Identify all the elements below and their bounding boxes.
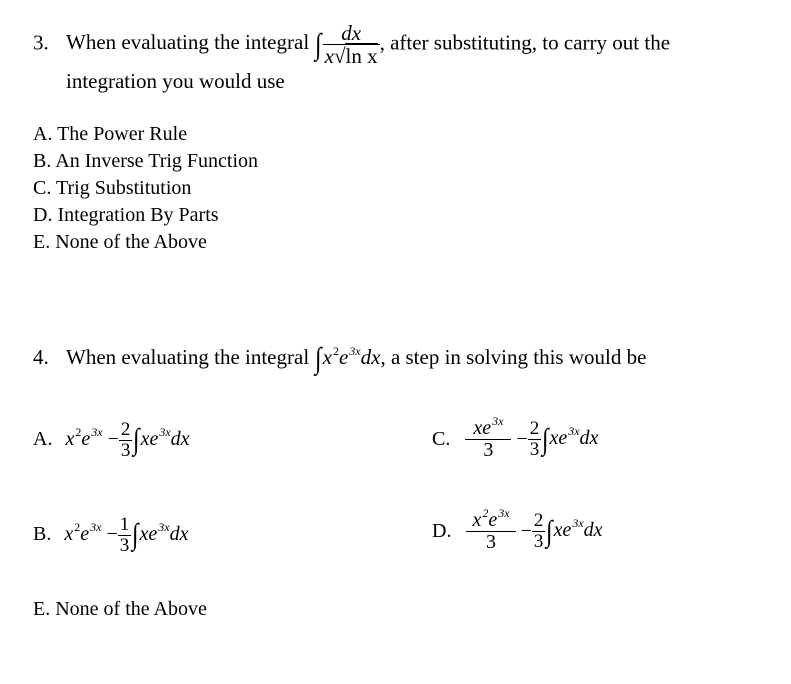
x: x xyxy=(139,523,149,546)
q3-option-e[interactable] xyxy=(33,229,258,256)
e: e xyxy=(148,523,158,546)
q4-text-before: When evaluating the integral xyxy=(66,344,310,369)
minus: − xyxy=(106,523,118,546)
e: e xyxy=(558,427,568,450)
coef xyxy=(528,419,542,460)
e: e xyxy=(80,523,90,546)
e: e xyxy=(488,509,498,531)
exp: 3x xyxy=(91,425,103,440)
option-text: None of the Above xyxy=(55,598,207,620)
num: 2 xyxy=(529,418,540,440)
dx: dx xyxy=(579,427,599,450)
q4-option-a[interactable] xyxy=(33,420,190,461)
q3-option-d[interactable] xyxy=(33,202,258,229)
den: 3 xyxy=(119,534,130,556)
exp: 3x xyxy=(498,506,510,520)
exp: 3x xyxy=(492,414,504,428)
option-text: An Inverse Trig Function xyxy=(55,150,259,172)
q3-options xyxy=(33,121,258,256)
exp: 3x xyxy=(159,425,171,440)
integral-sign-icon: ∫ xyxy=(132,518,139,552)
den: 3 xyxy=(529,439,540,460)
num xyxy=(465,414,511,439)
lead-fraction xyxy=(465,414,511,461)
exp: 3x xyxy=(158,520,170,535)
option-letter: A. xyxy=(33,428,53,451)
den: 3 xyxy=(466,531,515,553)
option-letter: D. xyxy=(432,520,452,542)
dx: dx xyxy=(169,523,189,546)
integrand-x: x xyxy=(322,344,332,369)
option-letter: D. xyxy=(33,204,53,226)
exp: 2 xyxy=(75,425,82,440)
minus: − xyxy=(520,520,532,542)
q4-number: 4. xyxy=(33,344,49,369)
coef xyxy=(119,420,133,461)
exp: 3x xyxy=(90,520,102,535)
sqrt-icon: √ xyxy=(333,44,346,69)
den-ln: ln x xyxy=(345,44,378,69)
minus: − xyxy=(107,428,119,451)
xe: xe xyxy=(473,417,492,439)
integral-sign-icon: ∫ xyxy=(546,514,553,548)
e: e xyxy=(81,428,91,451)
dx: dx xyxy=(170,428,190,451)
num: 2 xyxy=(120,419,131,440)
integral-sign-icon: ∫ xyxy=(315,27,322,61)
x: x xyxy=(64,523,74,546)
exp: 2 xyxy=(482,506,489,520)
exp: 3x xyxy=(572,516,584,531)
option-letter: C. xyxy=(432,428,451,450)
e: e xyxy=(562,519,572,542)
x: x xyxy=(140,428,150,451)
integral-sign-icon: ∫ xyxy=(133,423,140,457)
option-letter: E. xyxy=(33,231,51,253)
exp: 3x xyxy=(349,343,361,358)
option-text: Integration By Parts xyxy=(57,204,219,226)
exp: 3x xyxy=(568,424,580,439)
option-letter: C. xyxy=(33,177,52,199)
q4-line1 xyxy=(33,344,646,374)
q3-option-a[interactable] xyxy=(33,121,258,148)
coef xyxy=(118,515,132,556)
x: x xyxy=(553,519,563,542)
option-letter: E. xyxy=(33,598,51,620)
x: x xyxy=(549,427,559,450)
q4-text-after: , a step in solving this would be xyxy=(380,344,647,369)
q4-option-e[interactable] xyxy=(33,598,207,621)
q3-fraction xyxy=(323,22,380,67)
option-letter: B. xyxy=(33,150,52,172)
den: 3 xyxy=(120,439,131,461)
minus: − xyxy=(516,428,528,450)
q3-number: 3. xyxy=(33,30,49,55)
coef xyxy=(532,511,546,552)
q3-frac-numerator: dx xyxy=(341,21,362,45)
integral-sign-icon: ∫ xyxy=(315,342,322,375)
option-text: Trig Substitution xyxy=(55,177,192,199)
exp: 2 xyxy=(74,520,81,535)
den: 3 xyxy=(533,531,544,552)
exp: 2 xyxy=(332,343,339,358)
option-letter: A. xyxy=(33,123,53,145)
den: 3 xyxy=(465,439,511,461)
num: 1 xyxy=(119,514,130,535)
num xyxy=(466,506,515,531)
e: e xyxy=(149,428,159,451)
integrand-e: e xyxy=(338,344,349,369)
option-letter: B. xyxy=(33,523,52,546)
dx: dx xyxy=(583,519,603,542)
q4-option-d[interactable] xyxy=(432,506,603,553)
q3-text-after: , after substituting, to carry out the xyxy=(379,30,671,55)
lead-fraction xyxy=(466,506,515,553)
integral-sign-icon: ∫ xyxy=(542,422,549,456)
q4-option-b[interactable] xyxy=(33,515,188,556)
num: 2 xyxy=(533,510,544,532)
q4-option-c[interactable] xyxy=(432,414,599,461)
integrand-dx: dx xyxy=(360,344,381,369)
q3-frac-denominator xyxy=(323,44,380,67)
den-x: x xyxy=(324,44,334,69)
q3-text-before: When evaluating the integral xyxy=(66,30,310,55)
x: x xyxy=(65,428,75,451)
option-text: The Power Rule xyxy=(57,123,188,145)
q3-line1 xyxy=(33,22,670,67)
q3-text-line2: integration you would use xyxy=(66,69,285,93)
option-text: None of the Above xyxy=(55,231,207,253)
q3-option-b[interactable] xyxy=(33,148,258,175)
x: x xyxy=(472,509,482,531)
q3-option-c[interactable] xyxy=(33,175,258,202)
